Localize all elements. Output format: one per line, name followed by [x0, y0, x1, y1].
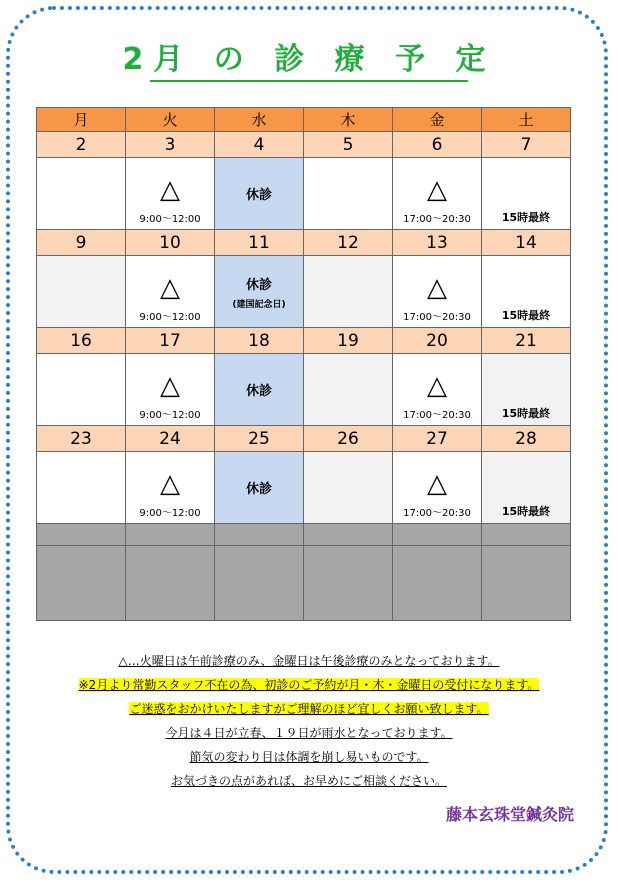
closed-cell-wed — [215, 354, 304, 426]
triangle-icon: △ — [160, 468, 180, 499]
schedule-cell-tue — [126, 452, 215, 524]
last-reception: 15時最終 — [501, 505, 551, 518]
empty-cell — [482, 546, 571, 621]
date-cell: 11 — [215, 230, 304, 256]
triangle-icon: △ — [427, 174, 447, 205]
empty-cell — [393, 524, 482, 546]
date-cell: 12 — [304, 230, 393, 256]
schedule-calendar — [36, 107, 571, 621]
note-text: ※2月より常勤スタッフ不在の為、初診のご予約が月・木・金曜日の受付になります。 — [78, 678, 540, 692]
date-cell: 16 — [37, 328, 126, 354]
note-text: △…火曜日は午前診療のみ、金曜日は午後診療のみとなっております。 — [118, 654, 500, 668]
date-cell: 23 — [37, 426, 126, 452]
last-reception: 15時最終 — [501, 211, 551, 224]
schedule-cell-tue — [126, 354, 215, 426]
empty-cell — [37, 546, 126, 621]
date-row — [37, 328, 571, 354]
closed-label: 休診 — [245, 188, 272, 203]
weekday-thu: 木 — [304, 108, 393, 132]
date-cell: 25 — [215, 426, 304, 452]
schedule-cell-mon — [37, 256, 126, 328]
clinic-name: 藤本玄珠堂鍼灸院 — [445, 805, 574, 824]
schedule-cell-sat — [482, 452, 571, 524]
closed-label: 休診 — [245, 482, 272, 497]
weekday-tue: 火 — [126, 108, 215, 132]
date-cell: 2 — [37, 132, 126, 158]
holiday-note: (建国記念日) — [232, 299, 286, 310]
schedule-row — [37, 452, 571, 524]
weekday-header-row — [37, 108, 571, 132]
note-line — [0, 650, 618, 674]
schedule-cell-mon — [37, 452, 126, 524]
weekday-wed: 水 — [215, 108, 304, 132]
note-line-highlight — [0, 674, 618, 698]
date-cell: 13 — [393, 230, 482, 256]
triangle-icon: △ — [427, 272, 447, 303]
date-cell: 14 — [482, 230, 571, 256]
empty-cell — [215, 546, 304, 621]
schedule-row — [37, 354, 571, 426]
note-text: お気づきの点があれば、お早めにご相談ください。 — [170, 774, 447, 788]
date-cell: 28 — [482, 426, 571, 452]
closed-label: 休診 — [245, 384, 272, 399]
schedule-cell-mon — [37, 354, 126, 426]
closed-label: 休診 — [245, 277, 272, 293]
evening-hours: 17:00～20:30 — [403, 410, 471, 421]
last-reception: 15時最終 — [501, 309, 551, 322]
closed-cell-wed — [215, 158, 304, 230]
date-cell: 17 — [126, 328, 215, 354]
triangle-icon: △ — [160, 174, 180, 205]
morning-hours: 9:00～12:00 — [139, 410, 201, 421]
empty-schedule-row — [37, 546, 571, 621]
schedule-cell-thu — [304, 354, 393, 426]
morning-hours: 9:00～12:00 — [139, 214, 201, 225]
schedule-row — [37, 158, 571, 230]
date-cell: 27 — [393, 426, 482, 452]
empty-cell — [126, 546, 215, 621]
weekday-mon: 月 — [37, 108, 126, 132]
empty-cell — [304, 546, 393, 621]
date-cell: 20 — [393, 328, 482, 354]
schedule-cell-fri — [393, 354, 482, 426]
evening-hours: 17:00～20:30 — [403, 508, 471, 519]
note-line — [0, 770, 618, 794]
triangle-icon: △ — [160, 272, 180, 303]
schedule-cell-sat — [482, 158, 571, 230]
empty-date-row — [37, 524, 571, 546]
page-title: 2月 の 診 療 予 定 — [122, 42, 496, 77]
schedule-cell-thu — [304, 158, 393, 230]
schedule-cell-fri — [393, 452, 482, 524]
note-line — [0, 722, 618, 746]
last-reception: 15時最終 — [501, 407, 551, 420]
date-cell: 9 — [37, 230, 126, 256]
date-cell: 24 — [126, 426, 215, 452]
date-cell: 26 — [304, 426, 393, 452]
date-cell: 19 — [304, 328, 393, 354]
triangle-icon: △ — [427, 468, 447, 499]
schedule-cell-fri — [393, 256, 482, 328]
schedule-cell-sat — [482, 256, 571, 328]
date-cell: 18 — [215, 328, 304, 354]
date-cell: 21 — [482, 328, 571, 354]
title-underline — [150, 80, 468, 82]
empty-cell — [482, 524, 571, 546]
date-cell: 10 — [126, 230, 215, 256]
schedule-cell-fri — [393, 158, 482, 230]
date-cell: 6 — [393, 132, 482, 158]
evening-hours: 17:00～20:30 — [403, 312, 471, 323]
date-cell: 4 — [215, 132, 304, 158]
note-line — [0, 746, 618, 770]
note-text: ご迷惑をおかけいたしますがご理解のほど宜しくお願い致します。 — [129, 702, 489, 716]
triangle-icon: △ — [427, 370, 447, 401]
morning-hours: 9:00～12:00 — [139, 508, 201, 519]
empty-cell — [393, 546, 482, 621]
schedule-cell-thu — [304, 452, 393, 524]
schedule-cell-tue — [126, 158, 215, 230]
date-cell: 3 — [126, 132, 215, 158]
closed-cell-wed — [215, 256, 304, 328]
empty-cell — [37, 524, 126, 546]
note-text: 節気の変わり目は体調を崩し易いものです。 — [189, 750, 429, 764]
date-cell: 7 — [482, 132, 571, 158]
schedule-cell-tue — [126, 256, 215, 328]
date-row — [37, 230, 571, 256]
closed-cell-wed — [215, 452, 304, 524]
schedule-cell-sat — [482, 354, 571, 426]
schedule-row — [37, 256, 571, 328]
weekday-fri: 金 — [393, 108, 482, 132]
morning-hours: 9:00～12:00 — [139, 312, 201, 323]
date-cell: 5 — [304, 132, 393, 158]
notes-section — [0, 650, 618, 794]
schedule-cell-mon — [37, 158, 126, 230]
note-line-highlight — [0, 698, 618, 722]
note-text: 今月は４日が立春、１９日が雨水となっております。 — [165, 726, 453, 740]
schedule-cell-thu — [304, 256, 393, 328]
weekday-sat: 土 — [482, 108, 571, 132]
empty-cell — [126, 524, 215, 546]
evening-hours: 17:00～20:30 — [403, 214, 471, 225]
empty-cell — [304, 524, 393, 546]
triangle-icon: △ — [160, 370, 180, 401]
date-row — [37, 132, 571, 158]
date-row — [37, 426, 571, 452]
empty-cell — [215, 524, 304, 546]
